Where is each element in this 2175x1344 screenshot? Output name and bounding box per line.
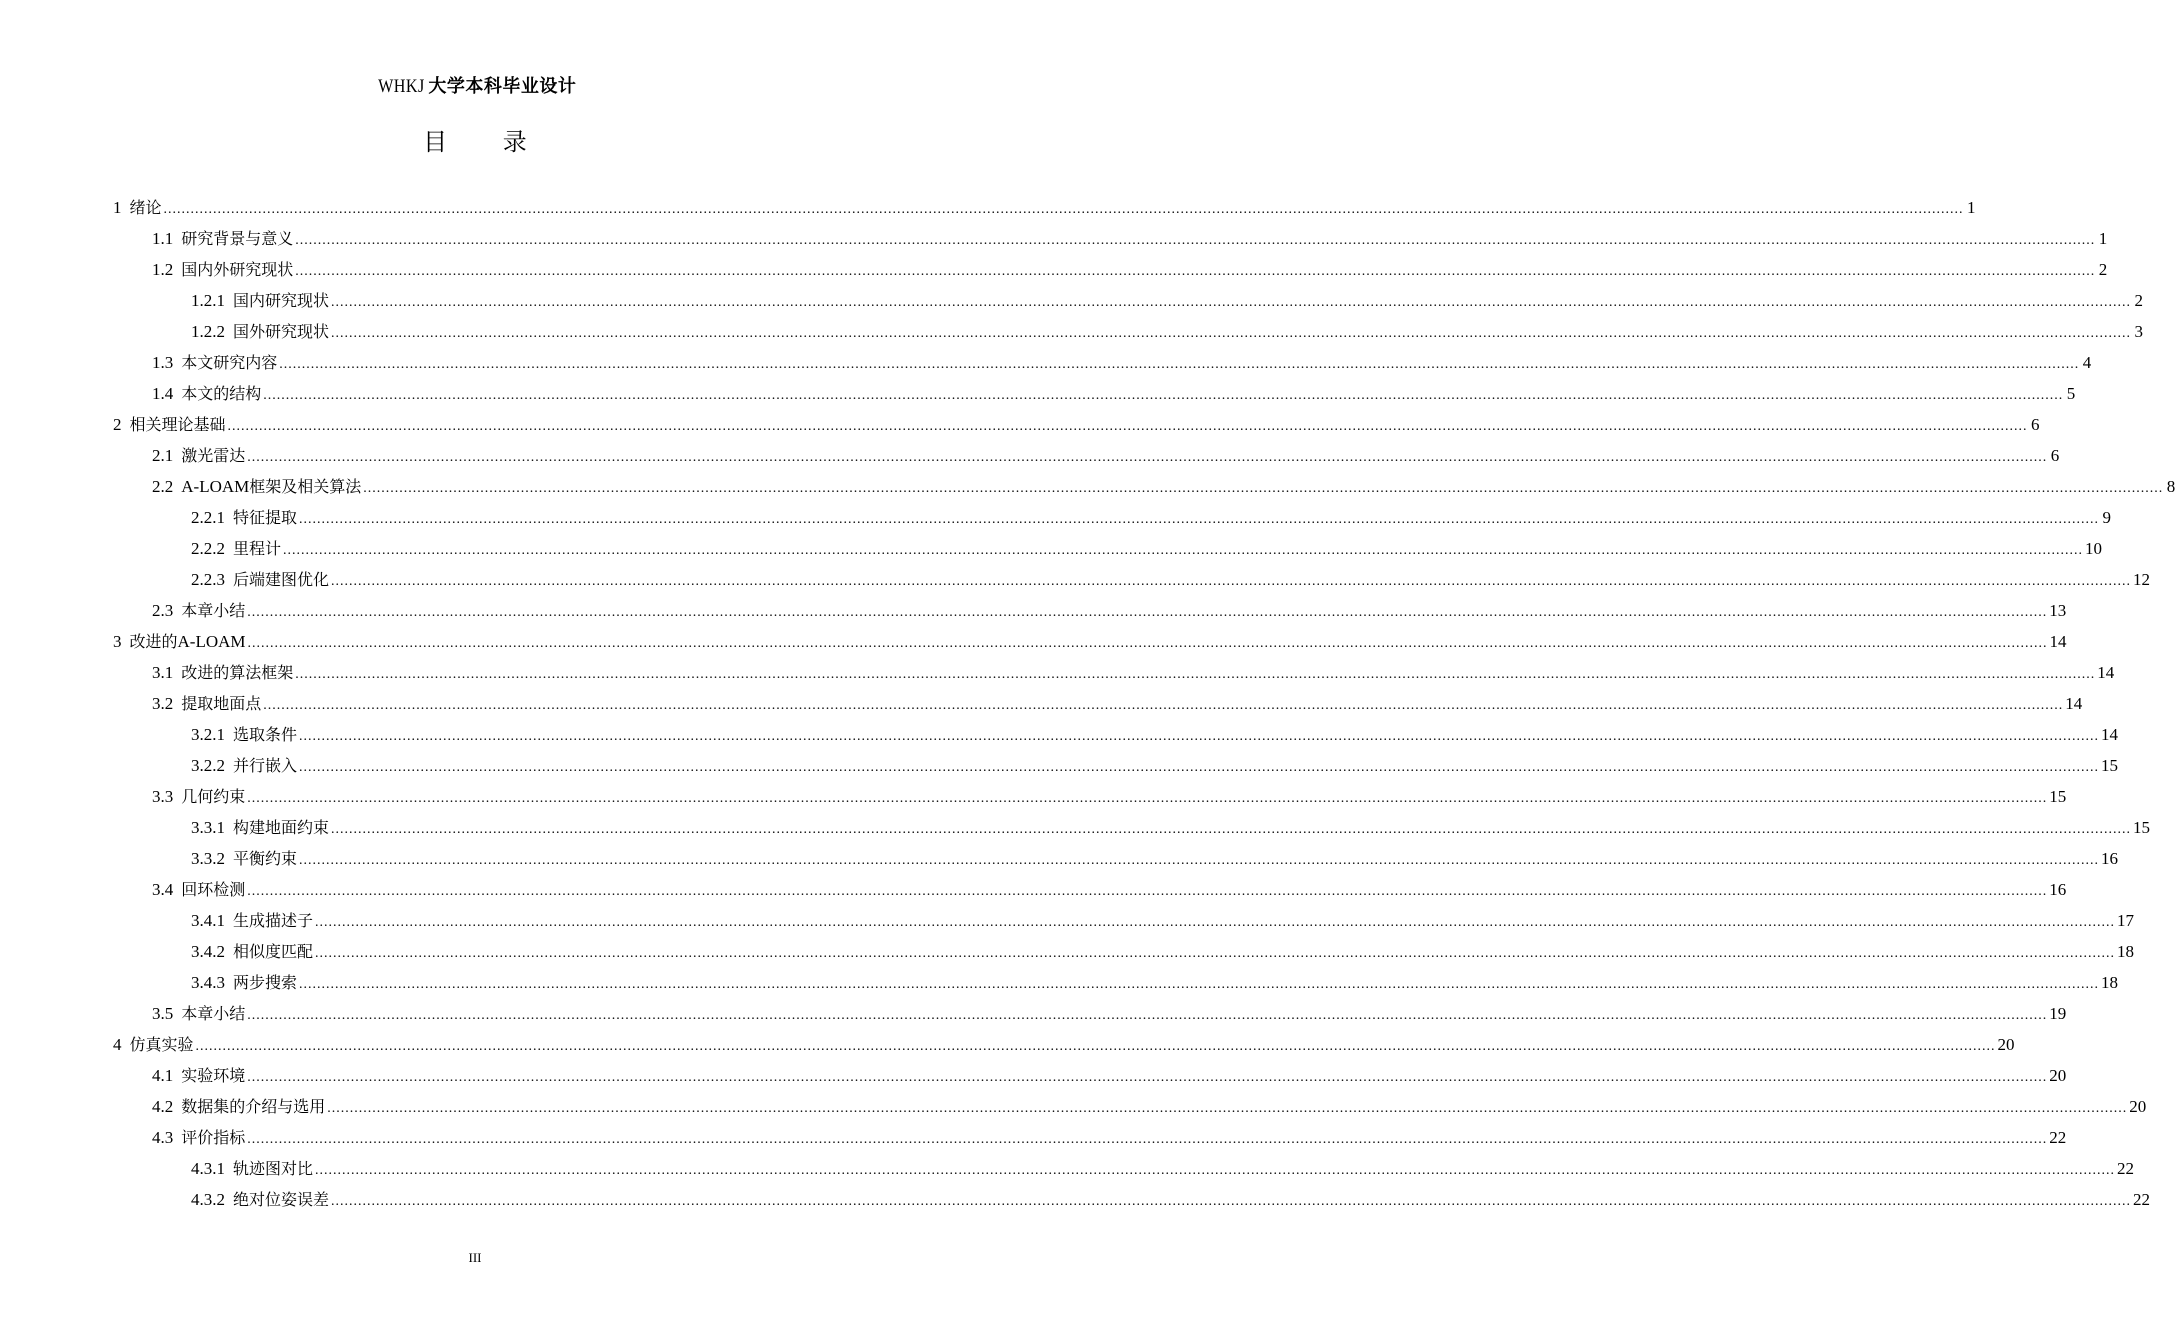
toc-entry[interactable] (113, 905, 2135, 936)
running-header (0, 72, 950, 98)
toc-leader-dots: ................................................................................................................................................................................................................................................................................................................................................................................................................ (315, 915, 2116, 930)
toc-entry[interactable] (113, 874, 2067, 905)
toc-leader-dots: ................................................................................................................................................................................................................................................................................................................................................................................................................ (247, 884, 2048, 899)
toc-entry-title: 改进的A-LOAM (129, 632, 246, 651)
toc-entry-title: 仿真实验 (129, 1035, 194, 1054)
toc-entry-number: 1 (113, 198, 122, 217)
toc-entry-page: 10 (2085, 539, 2103, 558)
toc-entry-page: 14 (2049, 632, 2067, 651)
toc-leader-dots: ................................................................................................................................................................................................................................................................................................................................................................................................................ (315, 1163, 2116, 1178)
toc-entry[interactable] (113, 378, 2076, 409)
toc-entry[interactable] (113, 254, 2108, 285)
toc-entry-title: A-LOAM框架及相关算法 (181, 477, 362, 496)
toc-leader-dots: ................................................................................................................................................................................................................................................................................................................................................................................................................ (299, 760, 2100, 775)
toc-leader-dots: ................................................................................................................................................................................................................................................................................................................................................................................................................ (247, 1008, 2048, 1023)
toc-leader-dots: ................................................................................................................................................................................................................................................................................................................................................................................................................ (295, 233, 2096, 248)
toc-entry-number: 3.4.1 (191, 911, 225, 930)
toc-entry[interactable] (113, 936, 2135, 967)
toc-entry-number: 2.1 (152, 446, 174, 465)
toc-entry-page: 6 (2031, 415, 2040, 434)
toc-entry-title: 里程计 (233, 539, 282, 558)
toc-leader-dots: ................................................................................................................................................................................................................................................................................................................................................................................................................ (295, 667, 2096, 682)
toc-leader-dots: ................................................................................................................................................................................................................................................................................................................................................................................................................ (283, 543, 2084, 558)
toc-entry-page: 16 (2101, 849, 2119, 868)
toc-entry[interactable] (113, 223, 2108, 254)
toc-leader-dots: ................................................................................................................................................................................................................................................................................................................................................................................................................ (299, 977, 2100, 992)
toc-entry-number: 3.2 (152, 694, 174, 713)
toc-entry-page: 1 (1967, 198, 1976, 217)
toc-entry[interactable] (113, 1029, 2015, 1060)
toc-entry-title: 特征提取 (233, 508, 298, 527)
toc-entry[interactable] (113, 409, 2040, 440)
toc-leader-dots: ................................................................................................................................................................................................................................................................................................................................................................................................................ (327, 1101, 2128, 1116)
toc-entry-page: 2 (2134, 291, 2144, 310)
toc-entry-number: 4.2 (152, 1097, 174, 1116)
toc-entry-number: 4.3 (152, 1128, 174, 1147)
toc-entry-number: 1.2 (152, 260, 174, 279)
toc-entry-title: 后端建图优化 (233, 570, 330, 589)
toc-entry-page: 1 (2098, 229, 2108, 248)
toc-entry-title: 生成描述子 (233, 911, 314, 930)
toc-entry-number: 2.2 (152, 477, 174, 496)
toc-entry[interactable] (113, 440, 2060, 471)
toc-entry-page: 18 (2117, 942, 2135, 961)
header-text: 大学本科毕业设计 (428, 76, 577, 97)
toc-leader-dots: ................................................................................................................................................................................................................................................................................................................................................................................................................ (363, 481, 2164, 496)
toc-leader-dots: ................................................................................................................................................................................................................................................................................................................................................................................................................ (299, 512, 2100, 527)
toc-entry-title: 选取条件 (233, 725, 298, 744)
toc-entry-title: 平衡约束 (233, 849, 298, 868)
toc-entry[interactable] (113, 347, 2092, 378)
toc-leader-dots: ................................................................................................................................................................................................................................................................................................................................................................................................................ (163, 202, 1964, 217)
toc-entry[interactable] (113, 812, 2151, 843)
toc-leader-dots: ................................................................................................................................................................................................................................................................................................................................................................................................................ (247, 605, 2048, 620)
toc-leader-dots: ................................................................................................................................................................................................................................................................................................................................................................................................................ (299, 853, 2100, 868)
toc-entry-title: 国内研究现状 (233, 291, 330, 310)
toc-entry[interactable] (113, 1184, 2151, 1215)
toc-entry[interactable] (113, 626, 2067, 657)
toc-entry-page: 17 (2117, 911, 2135, 930)
toc-entry-number: 1.3 (152, 353, 174, 372)
toc-entry-page: 18 (2101, 973, 2119, 992)
toc-entry[interactable] (113, 1060, 2067, 1091)
toc-entry-page: 20 (1997, 1035, 2015, 1054)
toc-entry-title: 并行嵌入 (233, 756, 298, 775)
toc-entry-page: 13 (2049, 601, 2067, 620)
toc-leader-dots: ................................................................................................................................................................................................................................................................................................................................................................................................................ (331, 822, 2132, 837)
toc-entry[interactable] (113, 967, 2119, 998)
toc-entry-page: 6 (2050, 446, 2060, 465)
toc-entry-page: 19 (2049, 1004, 2067, 1023)
toc-entry-title: 实验环境 (181, 1066, 246, 1085)
toc-entry-page: 20 (2049, 1066, 2067, 1085)
toc-entry-title: 激光雷达 (181, 446, 246, 465)
toc-leader-dots: ................................................................................................................................................................................................................................................................................................................................................................................................................ (331, 574, 2132, 589)
toc-entry-number: 3.4 (152, 880, 174, 899)
toc-entry-title: 国内外研究现状 (181, 260, 294, 279)
toc-leader-dots: ................................................................................................................................................................................................................................................................................................................................................................................................................ (247, 791, 2048, 806)
toc-entry-title: 本文研究内容 (181, 353, 278, 372)
toc-leader-dots: ................................................................................................................................................................................................................................................................................................................................................................................................................ (279, 357, 2080, 372)
toc-entry-number: 3.1 (152, 663, 174, 682)
toc-entry[interactable] (113, 750, 2119, 781)
toc-entry[interactable] (113, 688, 2083, 719)
toc-entry[interactable] (113, 564, 2151, 595)
toc-entry-page: 14 (2065, 694, 2083, 713)
toc-entry-number: 1.4 (152, 384, 174, 403)
toc-leader-dots: ................................................................................................................................................................................................................................................................................................................................................................................................................ (315, 946, 2116, 961)
toc-entry-number: 3.2.1 (191, 725, 225, 744)
toc-entry-number: 4.3.2 (191, 1190, 225, 1209)
toc-entry[interactable] (113, 998, 2067, 1029)
toc-entry-title: 相关理论基础 (129, 415, 226, 434)
toc-entry[interactable] (113, 595, 2067, 626)
toc-entry[interactable] (113, 471, 2175, 502)
toc-entry-page: 2 (2098, 260, 2108, 279)
toc-entry-number: 2.2.3 (191, 570, 225, 589)
toc-entry[interactable] (113, 781, 2067, 812)
toc-entry[interactable] (113, 657, 2115, 688)
toc-entry-number: 1.2.1 (191, 291, 225, 310)
toc-entry-page: 16 (2049, 880, 2067, 899)
toc-entry[interactable] (113, 285, 2144, 316)
page-number: III (468, 1250, 482, 1265)
toc-entry-number: 3 (113, 632, 122, 651)
toc-leader-dots: ................................................................................................................................................................................................................................................................................................................................................................................................................ (247, 636, 2048, 651)
toc-entry-number: 3.3.1 (191, 818, 225, 837)
toc-entry-page: 15 (2133, 818, 2151, 837)
toc-entry-title: 本章小结 (181, 601, 246, 620)
toc-entry-page: 12 (2133, 570, 2151, 589)
toc-entry-page: 22 (2117, 1159, 2135, 1178)
toc-entry-title: 构建地面约束 (233, 818, 330, 837)
toc-entry-title: 回环检测 (181, 880, 246, 899)
toc-entry-number: 2.2.1 (191, 508, 225, 527)
toc-entry-page: 8 (2166, 477, 2175, 496)
toc-entry-title: 本章小结 (181, 1004, 246, 1023)
toc-entry-title: 轨迹图对比 (233, 1159, 314, 1178)
toc-entry-page: 4 (2082, 353, 2092, 372)
toc-leader-dots: ................................................................................................................................................................................................................................................................................................................................................................................................................ (195, 1039, 1996, 1054)
toc-entry-title: 研究背景与意义 (181, 229, 294, 248)
toc-entry-number: 3.3.2 (191, 849, 225, 868)
toc-entry-number: 3.2.2 (191, 756, 225, 775)
toc-entry-page: 15 (2101, 756, 2119, 775)
toc-entry-number: 3.3 (152, 787, 174, 806)
toc-entry-title: 两步搜索 (233, 973, 298, 992)
toc-entry[interactable] (113, 1091, 2147, 1122)
toc-entry-number: 2 (113, 415, 122, 434)
toc-entry[interactable] (113, 1153, 2135, 1184)
table-of-contents (113, 192, 2175, 1215)
toc-leader-dots: ................................................................................................................................................................................................................................................................................................................................................................................................................ (247, 1132, 2048, 1147)
toc-leader-dots: ................................................................................................................................................................................................................................................................................................................................................................................................................ (331, 295, 2132, 310)
toc-entry-number: 3.5 (152, 1004, 174, 1023)
toc-entry[interactable] (113, 1122, 2067, 1153)
toc-entry-title: 绪论 (129, 198, 162, 217)
toc-entry-page: 20 (2129, 1097, 2147, 1116)
toc-entry-title: 改进的算法框架 (181, 663, 294, 682)
toc-entry-page: 14 (2097, 663, 2115, 682)
toc-entry-number: 2.3 (152, 601, 174, 620)
toc-entry[interactable] (113, 192, 1976, 223)
toc-entry[interactable] (113, 719, 2119, 750)
toc-entry-title: 评价指标 (181, 1128, 246, 1147)
toc-title: 目 录 (423, 128, 551, 156)
toc-entry-title: 提取地面点 (181, 694, 262, 713)
toc-entry-title: 绝对位姿误差 (233, 1190, 330, 1209)
toc-entry-page: 22 (2049, 1128, 2067, 1147)
toc-leader-dots: ................................................................................................................................................................................................................................................................................................................................................................................................................ (227, 419, 2028, 434)
toc-entry-page: 15 (2049, 787, 2067, 806)
toc-entry-title: 国外研究现状 (233, 322, 330, 341)
toc-entry-title: 几何约束 (181, 787, 246, 806)
toc-entry[interactable] (113, 533, 2103, 564)
toc-entry-number: 3.4.2 (191, 942, 225, 961)
toc-entry-page: 14 (2101, 725, 2119, 744)
toc-entry-number: 4 (113, 1035, 122, 1054)
toc-entry-page: 22 (2133, 1190, 2151, 1209)
toc-leader-dots: ................................................................................................................................................................................................................................................................................................................................................................................................................ (263, 698, 2064, 713)
toc-leader-dots: ................................................................................................................................................................................................................................................................................................................................................................................................................ (247, 1070, 2048, 1085)
toc-leader-dots: ................................................................................................................................................................................................................................................................................................................................................................................................................ (331, 326, 2132, 341)
toc-leader-dots: ................................................................................................................................................................................................................................................................................................................................................................................................................ (247, 450, 2048, 465)
toc-entry-number: 1.1 (152, 229, 174, 248)
toc-entry[interactable] (113, 316, 2144, 347)
header-brand: WHKJ (377, 76, 425, 97)
toc-entry-title: 相似度匹配 (233, 942, 314, 961)
toc-entry-title: 数据集的介绍与选用 (181, 1097, 326, 1116)
toc-entry-page: 9 (2102, 508, 2112, 527)
toc-entry-number: 2.2.2 (191, 539, 225, 558)
toc-entry-page: 5 (2066, 384, 2076, 403)
toc-entry-number: 3.4.3 (191, 973, 225, 992)
toc-leader-dots: ................................................................................................................................................................................................................................................................................................................................................................................................................ (299, 729, 2100, 744)
toc-entry-number: 1.2.2 (191, 322, 225, 341)
toc-entry-title: 本文的结构 (181, 384, 262, 403)
toc-leader-dots: ................................................................................................................................................................................................................................................................................................................................................................................................................ (331, 1194, 2132, 1209)
toc-entry-number: 4.3.1 (191, 1159, 225, 1178)
toc-leader-dots: ................................................................................................................................................................................................................................................................................................................................................................................................................ (263, 388, 2064, 403)
toc-entry-page: 3 (2134, 322, 2144, 341)
toc-entry[interactable] (113, 843, 2119, 874)
toc-entry-number: 4.1 (152, 1066, 174, 1085)
toc-leader-dots: ................................................................................................................................................................................................................................................................................................................................................................................................................ (295, 264, 2096, 279)
toc-entry[interactable] (113, 502, 2112, 533)
